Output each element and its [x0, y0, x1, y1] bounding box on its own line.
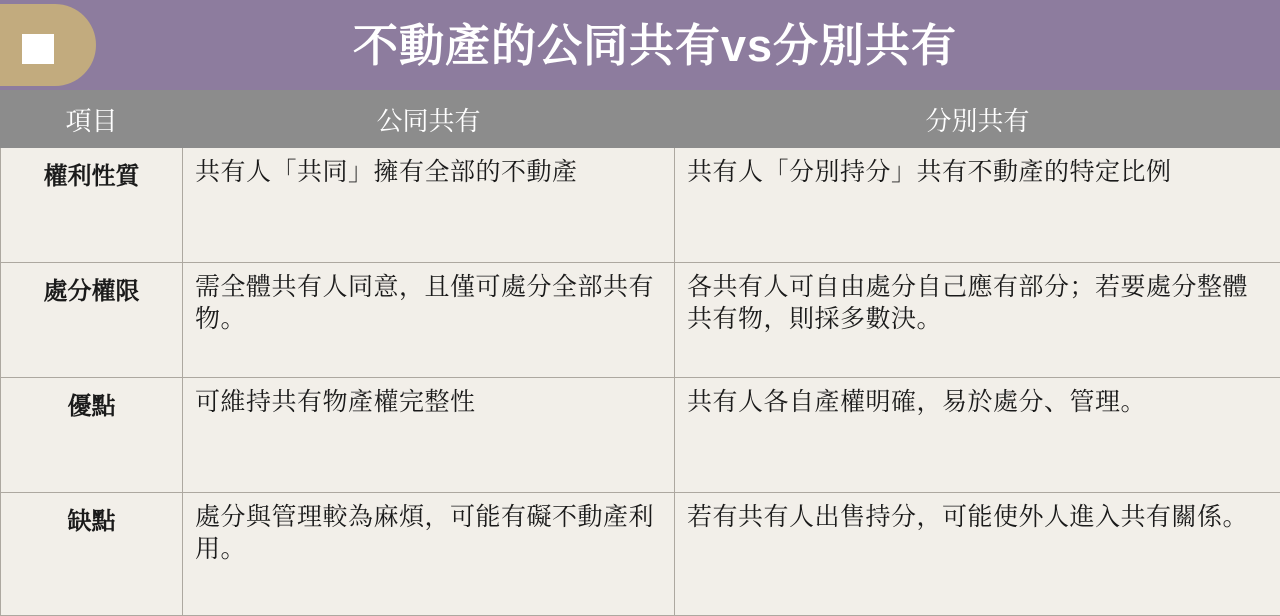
cell-fenbie: 共有人「分別持分」共有不動產的特定比例 — [675, 148, 1280, 263]
cell-gongtong: 需全體共有人同意，且僅可處分全部共有物。 — [183, 263, 675, 378]
header-decoration — [0, 4, 96, 86]
cell-gongtong: 可維持共有物產權完整性 — [183, 378, 675, 493]
table-row — [1, 263, 1280, 378]
table-header-row — [1, 91, 1280, 148]
cell-fenbie: 若有共有人出售持分，可能使外人進入共有關係。 — [675, 493, 1280, 616]
cell-fenbie: 各共有人可自由處分自己應有部分；若要處分整體共有物，則採多數決。 — [675, 263, 1280, 378]
table-row — [1, 148, 1280, 263]
table-row — [1, 378, 1280, 493]
square-bullet-icon — [22, 34, 54, 64]
row-label: 優點 — [1, 378, 183, 493]
row-label: 權利性質 — [1, 148, 183, 263]
table-row — [1, 493, 1280, 616]
slide-header — [0, 0, 1280, 90]
column-header-gongtong: 公同共有 — [183, 91, 675, 148]
cell-gongtong: 處分與管理較為麻煩，可能有礙不動產利用。 — [183, 493, 675, 616]
row-label: 缺點 — [1, 493, 183, 616]
row-label: 處分權限 — [1, 263, 183, 378]
cell-gongtong: 共有人「共同」擁有全部的不動產 — [183, 148, 675, 263]
page-title: 不動產的公同共有vs分別共有 — [323, 23, 957, 68]
column-header-item: 項目 — [1, 91, 183, 148]
column-header-fenbie: 分別共有 — [675, 91, 1280, 148]
cell-fenbie: 共有人各自產權明確，易於處分、管理。 — [675, 378, 1280, 493]
comparison-table — [0, 90, 1280, 616]
